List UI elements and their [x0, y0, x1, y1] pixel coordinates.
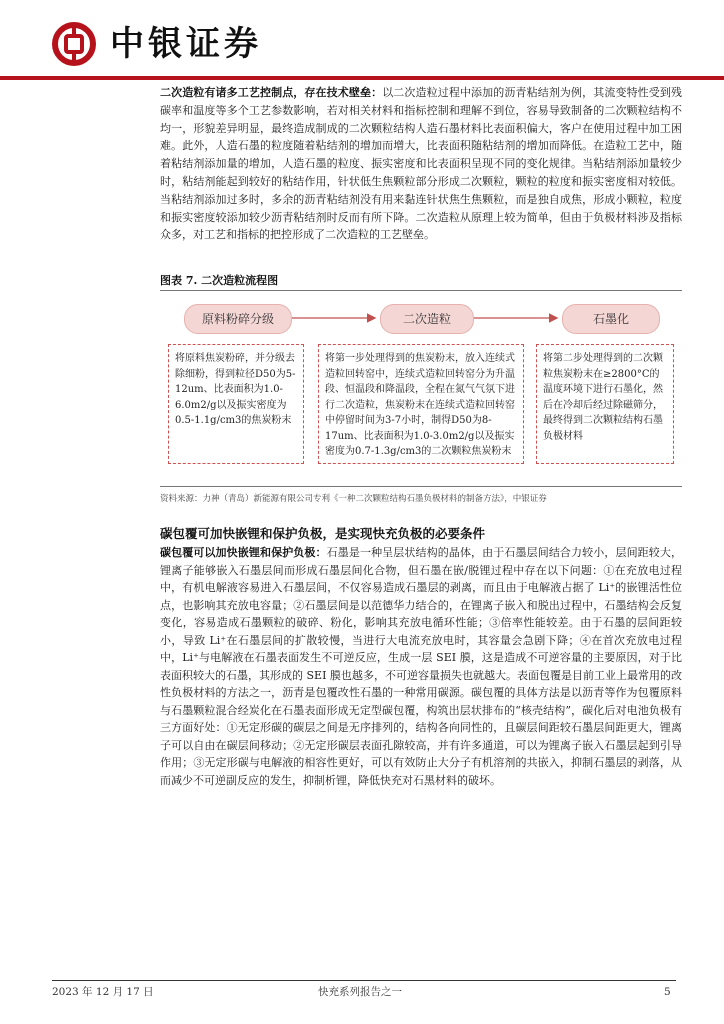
flow-stage-graphitization: 石墨化 — [562, 304, 660, 334]
section-heading: 碳包覆可加快嵌锂和保护负极，是实现快充负极的必要条件 — [160, 526, 486, 541]
flow-stage-granulation: 二次造粒 — [380, 304, 474, 334]
intro-lead: 二次造粒有诸多工艺控制点，存在技术壁垒： — [160, 86, 383, 99]
bank-of-china-logo-icon — [52, 22, 96, 66]
footer-date: 2023 年 12 月 17 日 — [52, 986, 154, 998]
page-number: 5 — [664, 986, 671, 998]
figure-bottom-rule — [160, 486, 682, 487]
flow-description-crushing: 将原料焦炭粉碎，并分级去除细粉，得到粒径D50为5-12um、比表面积为1.0-6.0m2/g以及振实密度为0.5-1.1g/cm3的焦炭粉末 — [168, 344, 304, 464]
footer-rule — [52, 980, 676, 981]
intro-paragraph — [160, 84, 682, 244]
flow-stage-crushing: 原料粉碎分级 — [184, 304, 292, 334]
page-header — [0, 0, 724, 80]
intro-body: 以二次造粒过程中添加的沥青粘结剂为例，其流变特性受到残碳率和温度等多个工艺参数影响，若对相关材料和指标控制和理解不到位，容易导致制备的二次颗粒结构不均一，形貌差异明显，最终造成制成的二次颗粒结构人造石墨材料比表面积偏大，客户在使用过程中加工困难。此外，人造石墨的粒度随着粘结剂的增加而增大，比表面积随粘结剂的增加而降低。在造粒工艺中，随着粘结剂添加量的增加，人造石墨的粒度、振实密度和比表面积呈现不同的变化规律。当粘结剂添加量较少时，粘结剂能起到较好的粘结作用，针状低生焦颗粒部分形成二次颗粒，颗粒的粒度和振实密度相对较低。当粘结剂添加过多时，多余的沥青粘结剂没有用来黏连针状焦生焦颗粒，而是独自成焦，形成小颗粒，粒度和振实密度较添加较少沥青粘结剂时反而有所下降。二次造粒从原理上较为简单，但由于负极材料涉及指标众多，对工艺和指标的把控形成了二次造粒的工艺壁垒。 — [160, 86, 683, 242]
flow-description-graphitization: 将第二步处理得到的二次颗粒焦炭粉末在≥2800°C的温度环境下进行石墨化，然后在冷却后经过除磁筛分，最终得到二次颗粒结构石墨负极材料 — [536, 344, 674, 464]
brand-name: 中银证券 — [110, 24, 262, 64]
section-lead: 碳包覆可以加快嵌锂和保护负极： — [160, 546, 327, 559]
header-rule — [0, 76, 724, 80]
footer-series: 快充系列报告之一 — [318, 986, 402, 998]
section-paragraph — [160, 544, 682, 789]
figure-title: 图表 7. 二次造粒流程图 — [160, 274, 279, 287]
section-body: 石墨是一种呈层状结构的晶体，由于石墨层间结合力较小，层间距较大，锂离子能够嵌入石墨层间而形成石墨层间化合物，但石墨在嵌/脱锂过程中存在以下问题：①在充放电过程中，有机电解液容易进入石墨层间，不仅容易造成石墨层的剥离，而且由于电解液占据了 Li⁺的嵌锂活性位点，也影响其充放电容量；②石墨层间是以范德华力结合的，在锂离子嵌入和脱出过程中，石墨结构会反复变化，容易造成石墨颗粒的破碎、粉化，影响其充放电循环性能；③倍率性能较差。由于石墨的层间距较小，导致 Li⁺在石墨层间的扩散较慢，当进行大电流充放电时，其容量会急剧下降；④在首次充放电过程中，Li⁺与电解液在石墨表面发生不可逆反应，生成一层 SEI 膜，这是造成不可逆容量的主要原因，对于比表面积较大的石墨，其形成的 SEI 膜也越多，不可逆容量损失也就越大。表面包覆是目前工业上最常用的改性负极材料的方法之一，沥青是包覆改性石墨的一种常用碳源。碳包覆的具体方法是以沥青等作为包覆原料与石墨颗粒混合经炭化在石墨表面形成无定型碳包覆，构筑出层状排布的“核壳结构”，碳化后对电池负极有三方面好处：①无定形碳的碳层之间是无序排列的，结构各向同性的，且碳层间距较石墨层间距更大，锂离子可以自由在碳层间移动；②无定形碳层表面孔隙较高，并有许多通道，可以为锂离子嵌入石墨层起到引导作用；③无定形碳与电解液的相容性更好，可以有效防止大分子有机溶剂的共嵌入，抑制石墨层的剥落，从而减少不可逆副反应的发生，抑制析锂，降低快充对石黑材料的破坏。 — [160, 546, 683, 787]
figure-top-rule — [160, 290, 682, 291]
flow-description-granulation: 将第一步处理得到的焦炭粉末，放入连续式造粒回转窑中，连续式造粒回转窑分为升温段、恒温段和降温段，全程在氮气气氛下进行二次造粒，焦炭粉末在连续式造粒回转窑中停留时间为3-7小时，制得D50为8-17um、比表面积为1.0-3.0m2/g以及振实密度为0.7-1.3g/cm3的二次颗粒焦炭粉末 — [318, 344, 524, 464]
figure-source: 资料来源：力神（青岛）新能源有限公司专利《一种二次颗粒结构石墨负极材料的制备方法》，中银证券 — [160, 494, 547, 504]
